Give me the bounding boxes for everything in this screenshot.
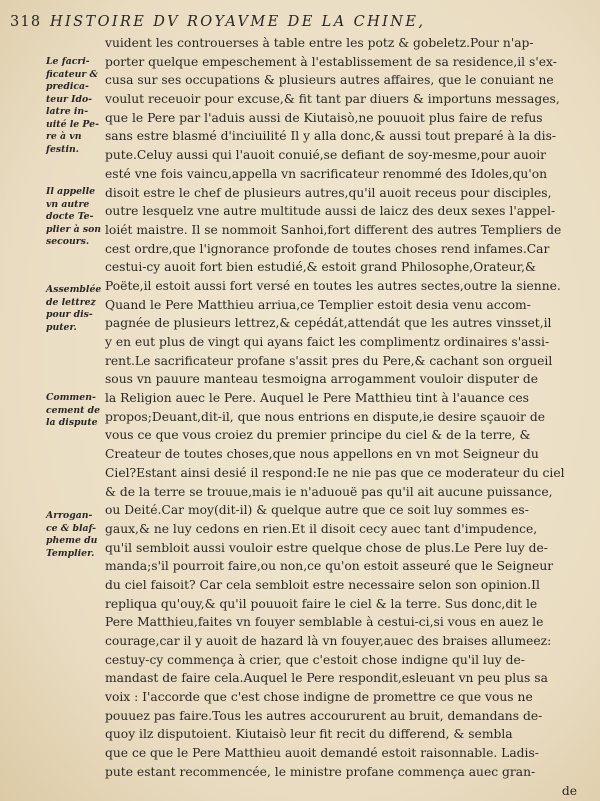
text-line: repliqua qu'ouy,& qu'il pouuoit faire le ciel & la terre. Sus donc,dit le bbox=[105, 596, 538, 611]
text-line: quoy ilz disputoient. Kiutaisò leur fit recit du differend, & sembla bbox=[105, 727, 513, 742]
text-line: sans estre blasmé d'inciuilité Il y alla donc,& aussi tout preparé à la dis- bbox=[105, 129, 557, 144]
margin-note-line: ce & blaf- bbox=[46, 522, 97, 534]
text-line: porter quelque empeschement à l'establissement de sa residence,il s'ex- bbox=[105, 54, 557, 69]
catchword: de bbox=[561, 783, 577, 798]
margin-note bbox=[46, 284, 102, 334]
margin-note-line: Arrogan- bbox=[46, 510, 93, 521]
text-line: cestuy-cy commença à crier, que c'estoit chose indigne qu'il luy de- bbox=[105, 652, 525, 667]
text-line: Pere Matthieu,faites vn fouyer semblable à cestui-ci,si vous en auez le bbox=[105, 615, 544, 630]
text-line: y en eut plus de vingt qui ayans faict les complimentz ordinaires s'assi- bbox=[105, 335, 550, 349]
text-line: mandast de faire cela.Auquel le Pere respondit,esleuant vn peu plus sa bbox=[105, 671, 548, 686]
text-line: ou Deité.Car moy(dit-il) & quelque autre que ce soit luy sommes es- bbox=[105, 503, 529, 518]
margin-note-line: Templier. bbox=[46, 547, 95, 559]
running-header bbox=[10, 14, 595, 34]
margin-note-line: Il appelle bbox=[46, 186, 96, 197]
text-line: que le Pere par l'aduis aussi de Kiutaisò,ne pouuoit plus faire de refus bbox=[105, 110, 543, 125]
text-line: pute estant recommencée, le ministre profane commença auec gran- bbox=[105, 764, 536, 779]
margin-note-line: festin. bbox=[46, 143, 79, 155]
running-title: HISTOIRE DV ROYAVME DE LA CHINE, bbox=[50, 14, 426, 30]
text-line: vuident les controuerses à table entre les potz & gobeletz.Pour n'ap- bbox=[105, 36, 534, 50]
text-line: pagnée de plusieurs lettrez,& cepédát,attendát que les autres vinsset,il bbox=[105, 316, 552, 331]
text-line: propos;Deuant,dit-il, que nous entrions en dispute,ie desire sçauoir de bbox=[105, 409, 545, 424]
margin-note-line: ficateur & bbox=[46, 68, 98, 80]
text-line: Quand le Pere Matthieu arriua,ce Templier estoit desia venu accom- bbox=[105, 297, 531, 312]
text-line: sous vn pauure manteau tesmoigna arrogamment vouloir disputer de bbox=[105, 372, 539, 387]
margin-note-line: Le facri- bbox=[46, 56, 90, 67]
text-line: & de la terre se trouue,mais ie n'aduouë pas qu'il ait aucune puissance, bbox=[105, 484, 553, 499]
margin-note-line: Commen- bbox=[46, 392, 96, 403]
margin-note bbox=[46, 186, 102, 249]
text-line: loiét maistre. Il se nommoit Sanhoi,fort different des autres Templiers de bbox=[105, 222, 562, 237]
text-line: Createur de toutes choses,que nous appellons en vn mot Seigneur du bbox=[105, 447, 539, 462]
margin-note-line: docte Te- bbox=[46, 211, 94, 222]
text-line: voulut receuoir pour excuse,& fit tant par diuers & importuns messages, bbox=[105, 92, 560, 107]
margin-note-line: pour dis- bbox=[46, 309, 93, 320]
margin-note-line: latre in- bbox=[46, 106, 89, 117]
margin-note-line: secours. bbox=[46, 236, 90, 247]
margin-note-line: la dispute bbox=[46, 417, 98, 428]
text-line: voix : I'accorde que c'est chose indigne de promettre ce que vous ne bbox=[105, 690, 533, 705]
text-line: la Religion auec le Pere. Auquel le Pere Matthieu tint à l'auance ces bbox=[105, 391, 529, 406]
margin-note-line: pheme du bbox=[46, 535, 98, 546]
text-line: disoit estre le chef de plusieurs autres,qu'il auoit receus pour disciples, bbox=[105, 185, 552, 200]
margin-note-line: Assemblée bbox=[46, 284, 102, 295]
text-line: rent.Le sacrificateur profane s'assit pres du Pere,& cachant son orgueil bbox=[105, 353, 553, 368]
margin-note-line: puter. bbox=[46, 321, 77, 333]
text-line: cusa sur ses occupations & plusieurs autres affaires, que le conuiant ne bbox=[105, 73, 554, 88]
text-line: manda;s'il pourroit faire,ou non,ce qu'on estoit asseuré que le Seigneur bbox=[105, 559, 554, 574]
margin-note-line: vn autre bbox=[46, 198, 90, 210]
text-line: du ciel faisoit? Car cela sembloit estre necessaire selon son opinion.Il bbox=[105, 577, 540, 592]
text-line: cest ordre,que l'ignorance profonde de toutes choses rend infames.Car bbox=[105, 241, 550, 256]
text-line: que ce que le Pere Matthieu auoit demandé estoit raisonnable. Ladis- bbox=[105, 746, 539, 761]
margin-note bbox=[46, 56, 102, 156]
text-line: Ciel?Estant ainsi desié il respond:Ie ne nie pas que ce moderateur du ciel bbox=[105, 465, 565, 480]
text-line: cestui-cy auoit fort bien estudié,& estoit grand Philosophe,Orateur,& bbox=[105, 260, 536, 275]
margin-note bbox=[46, 510, 102, 560]
margin-note-line: predica- bbox=[46, 81, 89, 92]
margin-note bbox=[46, 392, 102, 430]
margin-note-line: re à vn bbox=[46, 131, 82, 142]
text-line: gaux,& ne luy cedons en rien.Et il disoit cecy auec tant d'impudence, bbox=[105, 521, 538, 536]
margin-note-line: plier à son bbox=[46, 223, 102, 235]
text-line: qu'il sembloit aussi vouloir estre quelque chose de plus.Le Pere luy de- bbox=[105, 540, 548, 555]
margin-note-line: cement de bbox=[46, 404, 101, 416]
text-line: outre lesquelz vne autre multitude aussi de laicz des deux sexes l'appel- bbox=[105, 204, 556, 219]
text-line: Poëte,il estoit aussi fort versé en toutes les autres sectes,outre la sienne. bbox=[105, 278, 561, 293]
text-line: courage,car il y auoit de hazard là vn fouyer,auec des braises allumeez: bbox=[105, 634, 552, 648]
margin-note-line: de lettrez bbox=[46, 296, 96, 308]
body-text bbox=[105, 34, 577, 800]
text-line: pouuez pas faire.Tous les autres accoururent au bruit, demandans de- bbox=[105, 708, 543, 723]
margin-note-line: teur Ido- bbox=[46, 93, 93, 105]
text-line: vous ce que vous croiez du premier principe du ciel & de la terre, & bbox=[105, 428, 531, 443]
text-line: esté vne fois vaincu,appella vn sacrificateur renommé des Idoles,qu'on bbox=[105, 166, 548, 181]
text-line: pute.Celuy aussi qui l'auoit conuié,se defiant de soy-mesme,pour auoir bbox=[105, 148, 547, 163]
margin-note-line: uité le Pe- bbox=[46, 118, 99, 130]
page-number: 318 bbox=[10, 14, 42, 30]
